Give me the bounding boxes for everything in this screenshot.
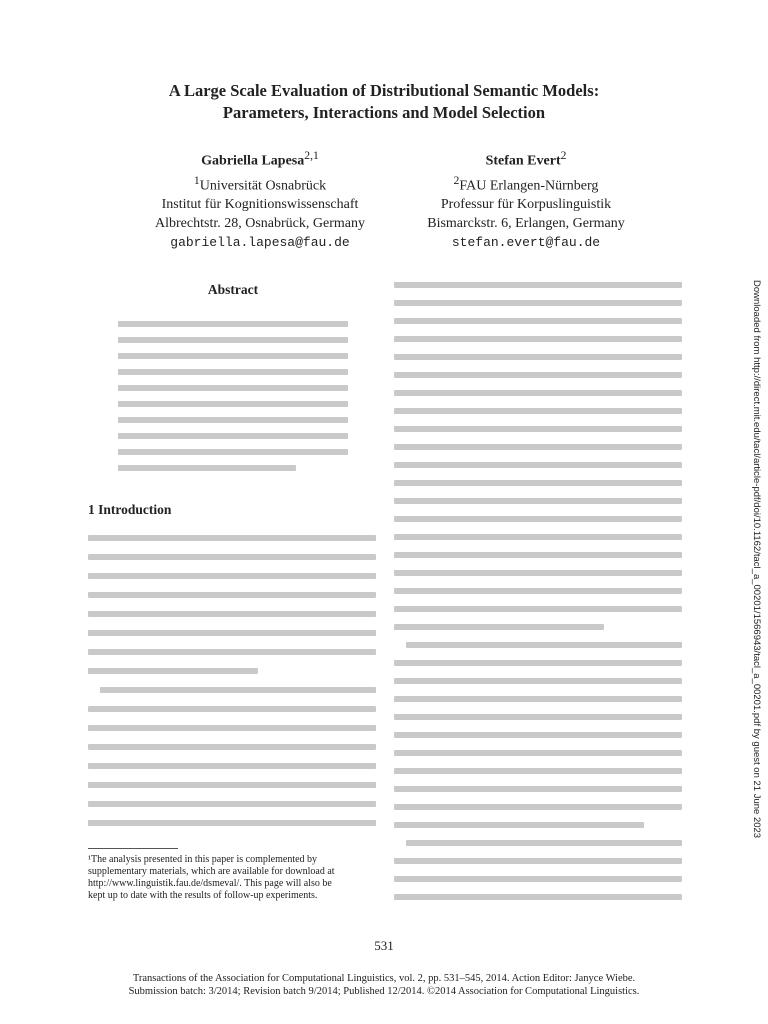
footnote-rule xyxy=(88,848,178,849)
text-placeholder xyxy=(394,624,604,630)
text-placeholder xyxy=(394,480,682,486)
text-placeholder xyxy=(100,687,376,693)
footer-line: Transactions of the Association for Computational Linguistics, vol. 2, pp. 531–545, 2014. Action Editor: Janyce Wiebe. xyxy=(132,973,636,984)
text-placeholder xyxy=(394,354,682,360)
text-placeholder xyxy=(394,390,682,396)
text-placeholder xyxy=(394,462,682,468)
author-superscript: 2 xyxy=(560,149,567,162)
section-heading-introduction: 1 Introduction xyxy=(88,502,172,517)
text-placeholder xyxy=(394,588,682,594)
text-placeholder xyxy=(118,401,348,407)
text-placeholder xyxy=(394,876,682,882)
text-placeholder xyxy=(118,385,348,391)
text-placeholder xyxy=(118,321,348,327)
text-placeholder xyxy=(394,570,682,576)
footnote xyxy=(88,854,378,902)
text-placeholder xyxy=(118,417,348,423)
author-block-right xyxy=(376,146,676,252)
text-placeholder xyxy=(88,535,376,541)
text-placeholder xyxy=(394,408,682,414)
page-number: 531 xyxy=(374,938,394,953)
text-placeholder xyxy=(88,573,376,579)
text-placeholder xyxy=(394,516,682,522)
abstract-heading: Abstract xyxy=(207,282,259,297)
text-placeholder xyxy=(394,678,682,684)
text-placeholder xyxy=(88,820,376,826)
text-placeholder xyxy=(394,336,682,342)
text-placeholder xyxy=(394,894,682,900)
text-placeholder xyxy=(394,804,682,810)
text-placeholder xyxy=(394,732,682,738)
text-placeholder xyxy=(394,696,682,702)
footnote-line: ¹The analysis presented in this paper is complemented by xyxy=(88,854,318,865)
text-placeholder xyxy=(394,534,682,540)
author-block-left xyxy=(110,146,410,252)
paper-title xyxy=(84,80,684,124)
text-placeholder xyxy=(88,611,376,617)
institute: Professur für Korpuslinguistik xyxy=(440,197,612,213)
text-placeholder xyxy=(394,444,682,450)
text-placeholder xyxy=(118,369,348,375)
affiliation: FAU Erlangen-Nürnberg xyxy=(459,178,599,194)
paper-title-line2: Parameters, Interactions and Model Selection xyxy=(222,103,546,122)
affiliation: Universität Osnabrück xyxy=(199,178,327,194)
text-placeholder xyxy=(394,786,682,792)
text-placeholder xyxy=(394,660,682,666)
text-placeholder xyxy=(394,300,682,306)
text-placeholder xyxy=(118,353,348,359)
text-placeholder xyxy=(88,554,376,560)
text-placeholder xyxy=(88,668,258,674)
address: Bismarckstr. 6, Erlangen, Germany xyxy=(427,216,625,232)
author-name: Gabriella Lapesa xyxy=(201,153,305,169)
text-placeholder xyxy=(88,630,376,636)
text-placeholder xyxy=(88,725,376,731)
download-margin-note xyxy=(750,280,762,839)
author-superscript: 2,1 xyxy=(304,149,319,162)
text-placeholder xyxy=(118,433,348,439)
text-placeholder xyxy=(88,706,376,712)
text-placeholder xyxy=(394,426,682,432)
text-placeholder xyxy=(394,282,682,288)
text-placeholder xyxy=(394,372,682,378)
institute: Institut für Kognitionswissenschaft xyxy=(161,197,359,213)
text-placeholder xyxy=(88,801,376,807)
text-placeholder xyxy=(406,840,682,846)
text-placeholder xyxy=(88,592,376,598)
abstract-body xyxy=(118,316,350,478)
footnote-line: http://www.linguistik.fau.de/dsmeval/. This page will also be xyxy=(88,878,332,889)
author-email[interactable]: stefan.evert@fau.de xyxy=(451,235,601,251)
text-placeholder xyxy=(394,858,682,864)
text-placeholder xyxy=(394,714,682,720)
page-footer xyxy=(84,972,684,998)
text-placeholder xyxy=(88,763,376,769)
text-placeholder xyxy=(394,768,682,774)
address: Albrechtstr. 28, Osnabrück, Germany xyxy=(155,216,365,232)
text-placeholder xyxy=(394,318,682,324)
text-placeholder xyxy=(88,782,376,788)
footnote-line: supplementary materials, which are available for download at xyxy=(88,866,335,877)
text-placeholder xyxy=(394,606,682,612)
text-placeholder xyxy=(118,449,348,455)
footnote-line: kept up to date with the results of follow-up experiments. xyxy=(88,890,318,901)
left-column-body xyxy=(88,530,378,840)
text-placeholder xyxy=(394,498,682,504)
affiliation-superscript: 2 xyxy=(453,173,460,187)
affiliation-superscript: 1 xyxy=(193,173,200,187)
author-name: Stefan Evert xyxy=(485,153,561,169)
footer-line: Submission batch: 3/2014; Revision batch 9/2014; Published 12/2014. ©2014 Association for Computational Linguistics. xyxy=(128,986,640,997)
text-placeholder xyxy=(394,750,682,756)
author-email[interactable]: gabriella.lapesa@fau.de xyxy=(170,235,350,251)
download-note-text: Downloaded from http://direct.mit.edu/tacl/article-pdf/doi/10.1162/tacl_a_00201/1566943/tacl_a_00201.pdf by guest on 21 June 2023 xyxy=(751,280,762,839)
text-placeholder xyxy=(394,552,682,558)
right-column-body xyxy=(394,278,684,918)
paper-title-line1: A Large Scale Evaluation of Distributional Semantic Models: xyxy=(168,81,600,100)
text-placeholder xyxy=(118,465,296,471)
text-placeholder xyxy=(88,649,376,655)
text-placeholder xyxy=(406,642,682,648)
text-placeholder xyxy=(118,337,348,343)
text-placeholder xyxy=(394,822,644,828)
text-placeholder xyxy=(88,744,376,750)
